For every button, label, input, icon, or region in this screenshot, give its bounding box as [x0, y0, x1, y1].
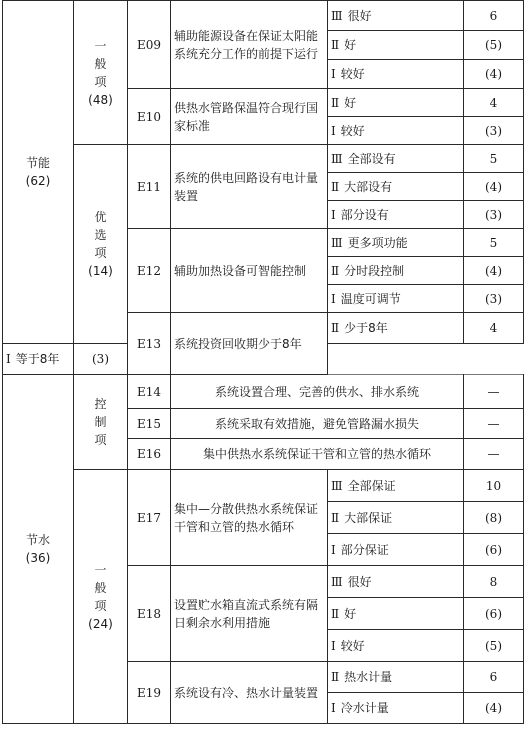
- grade-text: 较好: [340, 638, 365, 653]
- grade-text: 分时段控制: [344, 263, 405, 278]
- grade-cell: [328, 89, 464, 117]
- group-energy-preferred: [74, 145, 128, 344]
- grade-cell: [328, 630, 464, 662]
- item-code: E15: [128, 409, 171, 439]
- grade-level: Ⅰ: [331, 542, 336, 557]
- grade-text: 更多项功能: [347, 235, 408, 250]
- item-code: E19: [128, 662, 171, 724]
- grade-cell: [328, 662, 464, 693]
- item-description: 集中供热水系统保证干管和立管的热水循环: [171, 439, 464, 470]
- grade-cell: [328, 285, 464, 313]
- group-energy-general: [74, 1, 128, 145]
- item-code: E13: [128, 313, 171, 375]
- grade-text: 较好: [340, 123, 365, 138]
- group-char: 般: [94, 56, 107, 71]
- grade-text: 冷水计量: [340, 701, 389, 715]
- grade-level: Ⅱ: [331, 263, 340, 278]
- grade-text: 全部设有: [347, 151, 396, 166]
- grade-text: 好: [344, 606, 357, 621]
- item-description: 系统设置合理、完善的供水、排水系统: [171, 375, 464, 409]
- score-cell: (4): [464, 60, 524, 89]
- score-cell: 5: [464, 145, 524, 173]
- group-char: 一: [94, 562, 107, 577]
- score-cell: 6: [464, 1, 524, 31]
- group-char: 控: [94, 397, 107, 411]
- grade-cell: [328, 470, 464, 502]
- grade-cell: [328, 598, 464, 630]
- grade-cell: [328, 173, 464, 201]
- grade-level: Ⅲ: [331, 478, 343, 493]
- score-cell: (5): [464, 630, 524, 662]
- section-energy: [3, 1, 74, 344]
- item-description: 辅助能源设备在保证太阳能系统充分工作的前提下运行: [171, 1, 328, 89]
- grade-level: Ⅱ: [331, 95, 340, 110]
- item-code: E11: [128, 145, 171, 229]
- grade-text: 较好: [340, 67, 365, 81]
- grade-text: 大部设有: [344, 179, 393, 194]
- score-cell: (6): [464, 598, 524, 630]
- group-water-control: [74, 375, 128, 470]
- score-cell: 10: [464, 470, 524, 502]
- grade-cell: [328, 117, 464, 145]
- group-char: 项: [94, 598, 107, 613]
- grade-level: Ⅰ: [331, 123, 336, 138]
- score-cell: (4): [464, 693, 524, 724]
- grade-text: 温度可调节: [340, 291, 401, 306]
- grade-level: Ⅱ: [331, 510, 340, 525]
- grade-text: 少于8年: [344, 321, 388, 335]
- group-water-general: [74, 470, 128, 724]
- score-cell: 4: [464, 313, 524, 344]
- grade-cell: [328, 229, 464, 257]
- group-total: (48): [88, 92, 113, 107]
- scoring-table: [2, 0, 524, 724]
- grade-level: Ⅱ: [331, 606, 340, 621]
- item-code: E10: [128, 89, 171, 145]
- grade-level: Ⅰ: [331, 291, 336, 306]
- group-char: 项: [94, 246, 107, 260]
- grade-cell: [328, 502, 464, 534]
- grade-text: 热水计量: [344, 670, 393, 684]
- item-code: E09: [128, 1, 171, 89]
- grade-cell: [328, 257, 464, 285]
- score-cell: (3): [74, 344, 128, 375]
- grade-text: 全部保证: [347, 478, 396, 493]
- item-code: E12: [128, 229, 171, 313]
- group-char: 项: [94, 74, 107, 89]
- grade-level: Ⅲ: [331, 574, 343, 589]
- grade-level: Ⅰ: [6, 352, 11, 366]
- section-water: [3, 375, 74, 724]
- score-cell: —: [464, 409, 524, 439]
- grade-text: 大部保证: [344, 510, 393, 525]
- grade-level: Ⅰ: [331, 207, 336, 222]
- score-cell: (4): [464, 173, 524, 201]
- table-row: [3, 145, 524, 173]
- grade-text: 很好: [347, 8, 372, 23]
- score-cell: —: [464, 375, 524, 409]
- section-label: 节水: [25, 533, 50, 547]
- item-description: 辅助加热设备可智能控制: [171, 229, 328, 313]
- grade-cell: [328, 566, 464, 598]
- item-description: 系统设有冷、热水计量装置: [171, 662, 328, 724]
- score-cell: 5: [464, 229, 524, 257]
- item-code: E18: [128, 566, 171, 662]
- group-char: 制: [94, 415, 107, 429]
- score-cell: 8: [464, 566, 524, 598]
- grade-text: 很好: [347, 574, 372, 589]
- table-row: [3, 470, 524, 502]
- item-description: 供热水管路保温符合现行国家标准: [171, 89, 328, 145]
- score-cell: (3): [464, 285, 524, 313]
- group-char: 般: [94, 580, 107, 595]
- score-cell: —: [464, 439, 524, 470]
- score-cell: 4: [464, 89, 524, 117]
- item-code: E17: [128, 470, 171, 566]
- group-total: (24): [88, 616, 113, 631]
- grade-text: 好: [344, 95, 357, 110]
- table-row: [3, 375, 524, 409]
- grade-text: 部分设有: [340, 207, 389, 222]
- score-cell: (5): [464, 31, 524, 60]
- grade-level: Ⅱ: [331, 179, 340, 194]
- score-cell: (4): [464, 257, 524, 285]
- grade-level: Ⅲ: [331, 8, 343, 23]
- grade-cell: [328, 145, 464, 173]
- section-total: (62): [25, 174, 51, 188]
- group-char: 优: [94, 210, 107, 224]
- grade-cell: [328, 201, 464, 229]
- section-total: (36): [25, 551, 51, 565]
- item-description: 设置贮水箱直流式系统有隔日剩余水利用措施: [171, 566, 328, 662]
- section-label: 节能: [25, 156, 50, 170]
- score-cell: 6: [464, 662, 524, 693]
- grade-text: 好: [344, 38, 357, 52]
- table-row: [3, 1, 524, 31]
- item-description: 系统投资回收期少于8年: [171, 313, 328, 375]
- grade-cell: [328, 31, 464, 60]
- item-description: 系统采取有效措施，避免管路漏水损失: [171, 409, 464, 439]
- item-code: E16: [128, 439, 171, 470]
- grade-text: 部分保证: [340, 542, 389, 557]
- score-cell: (8): [464, 502, 524, 534]
- grade-level: Ⅰ: [331, 638, 336, 653]
- grade-cell: [328, 313, 464, 344]
- grade-text: 等于8年: [15, 352, 60, 366]
- group-char: 项: [94, 433, 107, 447]
- item-description: 系统的供电回路设有电计量装置: [171, 145, 328, 229]
- grade-level: Ⅱ: [331, 321, 340, 335]
- grade-level: Ⅲ: [331, 151, 343, 166]
- grade-cell: [328, 534, 464, 566]
- grade-cell: [3, 344, 74, 375]
- group-char: 一: [94, 38, 107, 53]
- grade-level: Ⅲ: [331, 235, 343, 250]
- score-cell: (3): [464, 117, 524, 145]
- grade-cell: [328, 60, 464, 89]
- group-total: (14): [88, 264, 113, 278]
- grade-cell: [328, 1, 464, 31]
- score-cell: (3): [464, 201, 524, 229]
- grade-level: Ⅱ: [331, 38, 340, 52]
- grade-level: Ⅱ: [331, 670, 340, 684]
- item-code: E14: [128, 375, 171, 409]
- score-cell: (6): [464, 534, 524, 566]
- grade-level: Ⅰ: [331, 701, 336, 715]
- grade-level: Ⅰ: [331, 67, 336, 81]
- item-description: 集中—分散供热水系统保证干管和立管的热水循环: [171, 470, 328, 566]
- group-char: 选: [94, 228, 107, 242]
- grade-cell: [328, 693, 464, 724]
